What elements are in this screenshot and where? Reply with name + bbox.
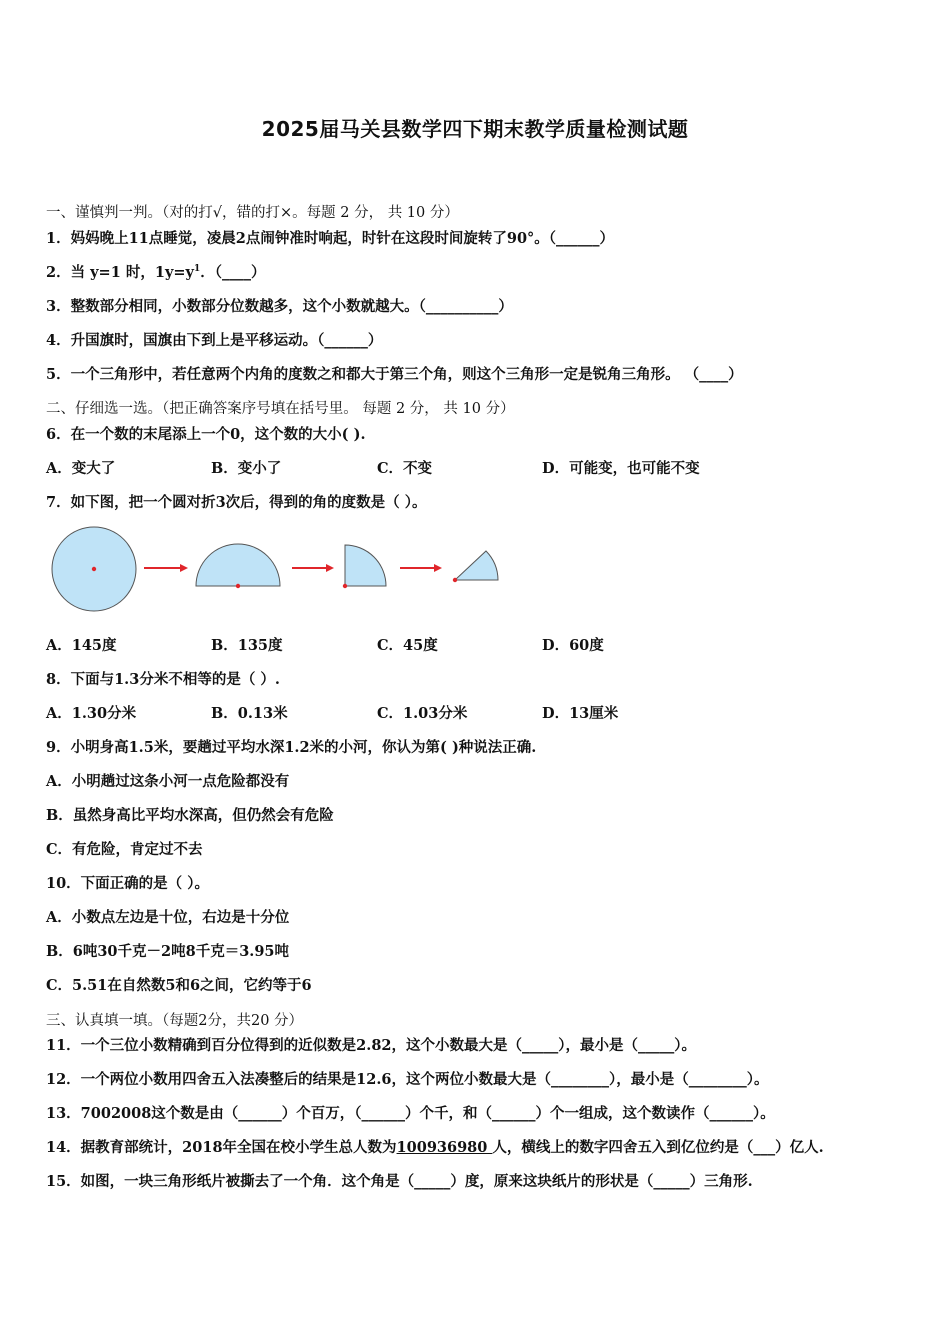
question-3: 3．整数部分相同，小数部分位数越多，这个小数就越大。（__________） (46, 298, 513, 315)
question-7-option-c: C．45度 (377, 637, 438, 654)
section-3-heading: 三、认真填一填。（每题2分，共20 分） (46, 1013, 304, 1029)
question-9: 9．小明身高1.5米，要趟过平均水深1.2米的小河，你认为第( )种说法正确. (46, 739, 537, 756)
question-10-option-a: A．小数点左边是十位，右边是十分位 (46, 909, 290, 926)
quarter-circle-shape (345, 545, 386, 586)
question-8-option-a: A．1.30分米 (46, 705, 137, 722)
question-10: 10．下面正确的是（ ）。 (46, 875, 209, 892)
question-11: 11．一个三位小数精确到百分位得到的近似数是2.82，这个小数最大是（_____），最小是（_____）。 (46, 1037, 696, 1054)
eighth-circle-shape (455, 551, 498, 580)
question-15: 15．如图，一块三角形纸片被撕去了一个角．这个角是（_____）度，原来这块纸片的形状是（_____）三角形. (46, 1173, 753, 1190)
question-9-option-b: B．虽然身高比平均水深高，但仍然会有危险 (46, 807, 334, 824)
question-7-option-b: B．135度 (211, 637, 283, 654)
question-7-option-a: A．145度 (46, 637, 117, 654)
question-7-option-d: D．60度 (542, 637, 604, 654)
question-2-superscript: 1 (193, 264, 201, 275)
question-1: 1．妈妈晚上11点睡觉，凌晨2点闹钟准时响起，时针在这段时间旋转了90°。（______） (46, 230, 615, 247)
question-14 (46, 1136, 824, 1157)
question-13: 13．7002008这个数是由（______）个百万，（______）个千，和（______）个一组成，这个数读作（______）。 (46, 1105, 775, 1122)
arrow-icon (144, 564, 188, 572)
question-6-option-b: B．变小了 (211, 460, 282, 477)
circle-folding-figure (44, 520, 514, 620)
question-4: 4．升国旗时，国旗由下到上是平移运动。（______） (46, 332, 383, 349)
question-14-text: 14．据教育部统计，2018年全国在校小学生总人数为 (46, 1139, 397, 1156)
arrow-icon (400, 564, 442, 572)
question-9-option-a: A．小明趟过这条小河一点危险都没有 (46, 773, 290, 790)
question-6-option-d: D．可能变，也可能不变 (542, 460, 700, 477)
question-8-option-d: D．13厘米 (542, 705, 619, 722)
question-10-option-b: B．6吨30千克－2吨8千克＝3.95吨 (46, 943, 290, 960)
question-2 (46, 261, 265, 282)
question-2-blank: ．（____） (200, 264, 266, 281)
semicircle-center-dot (236, 584, 240, 588)
eighth-center-dot (453, 578, 457, 582)
question-9-option-c: C．有危险，肯定过不去 (46, 841, 203, 858)
section-1-heading: 一、谨慎判一判。（对的打√，错的打×。每题 2 分， 共 10 分） (46, 205, 459, 221)
page-title: 2025届马关县数学四下期末教学质量检测试题 (261, 117, 689, 141)
question-8-option-b: B．0.13米 (211, 705, 288, 722)
question-10-option-c: C．5.51在自然数5和6之间，它约等于6 (46, 977, 312, 994)
question-8: 8．下面与1.3分米不相等的是（ ）. (46, 671, 280, 688)
question-5: 5．一个三角形中，若任意两个内角的度数之和都大于第三个角，则这个三角形一定是锐角三角形。 （____） (46, 366, 743, 383)
question-14-text-end: 人，横线上的数字四舍五入到亿位约是（___）亿人. (492, 1139, 824, 1156)
question-7: 7．如下图，把一个圆对折3次后，得到的角的度数是（ ）。 (46, 494, 427, 511)
section-2-heading: 二、仔细选一选。（把正确答案序号填在括号里。 每题 2 分， 共 10 分） (46, 401, 515, 417)
question-6: 6．在一个数的末尾添上一个0，这个数的大小( ). (46, 426, 366, 443)
semicircle-shape (196, 544, 280, 586)
question-12: 12．一个两位小数用四舍五入法凑整后的结果是12.6，这个两位小数最大是（________），最小是（________）。 (46, 1071, 769, 1088)
question-6-option-c: C．不变 (377, 460, 433, 477)
quarter-center-dot (343, 584, 347, 588)
question-6-option-a: A．变大了 (46, 460, 116, 477)
question-2-text: 2．当 y=1 时，1y=y (46, 264, 194, 281)
circle-center-dot (92, 567, 96, 571)
arrow-icon (292, 564, 334, 572)
question-8-option-c: C．1.03分米 (377, 705, 468, 722)
question-14-underlined-number: 100936980 (396, 1139, 493, 1156)
